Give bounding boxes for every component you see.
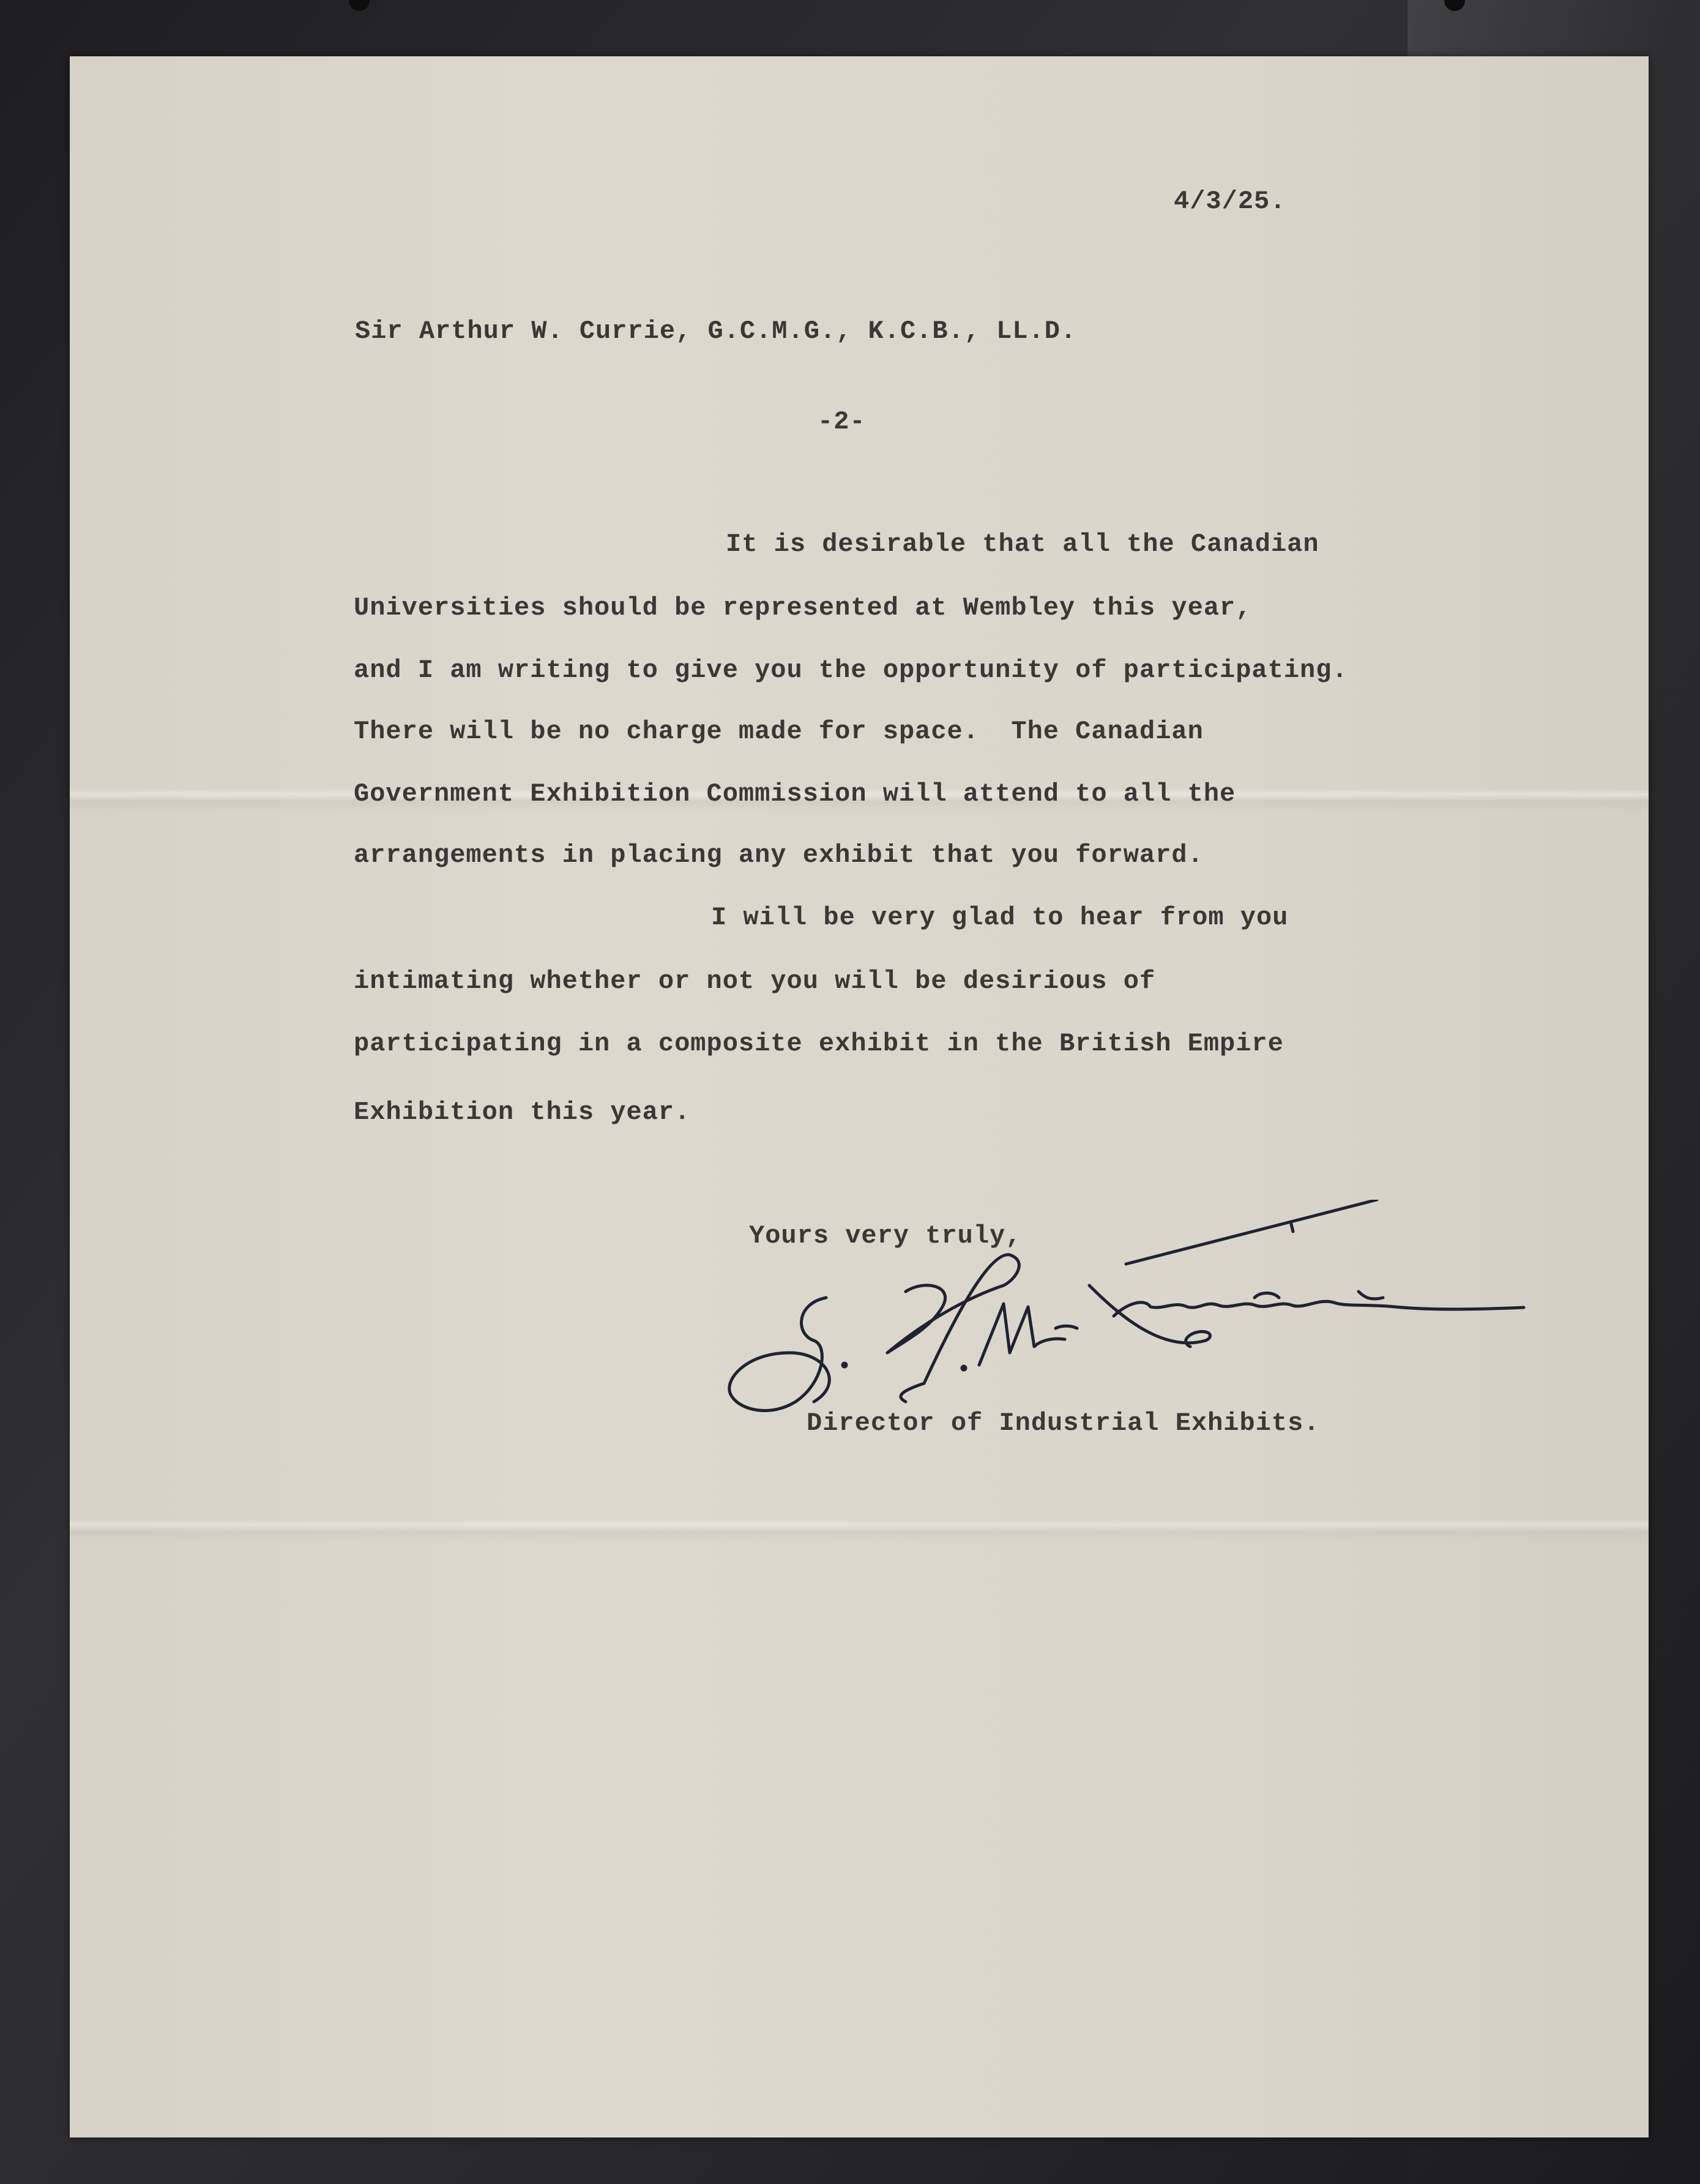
body-line: intimating whether or not you will be desirious of <box>354 967 1156 996</box>
body-line: I will be very glad to hear from you <box>711 903 1289 932</box>
closing-line: Yours very truly, <box>749 1221 1022 1251</box>
recipient-line: Sir Arthur W. Currie, G.C.M.G., K.C.B., LL.D. <box>355 316 1077 346</box>
body-line: Government Exhibition Commission will attend to all the <box>354 779 1236 809</box>
body-line: There will be no charge made for space. The Canadian <box>354 717 1204 746</box>
handwritten-signature <box>722 1200 1530 1432</box>
letter-page <box>70 56 1649 2137</box>
letter-date: 4/3/25. <box>1174 187 1286 216</box>
body-line: Exhibition this year. <box>354 1098 691 1127</box>
signer-title: Director of Industrial Exhibits. <box>807 1408 1320 1438</box>
page-number: -2- <box>818 407 866 436</box>
body-line: and I am writing to give you the opportunity of participating. <box>354 656 1348 685</box>
body-line: Universities should be represented at Wembley this year, <box>354 593 1252 623</box>
body-line: arrangements in placing any exhibit that you forward. <box>354 840 1204 870</box>
body-line: It is desirable that all the Canadian <box>726 529 1319 559</box>
body-line: participating in a composite exhibit in the British Empire <box>354 1029 1284 1058</box>
